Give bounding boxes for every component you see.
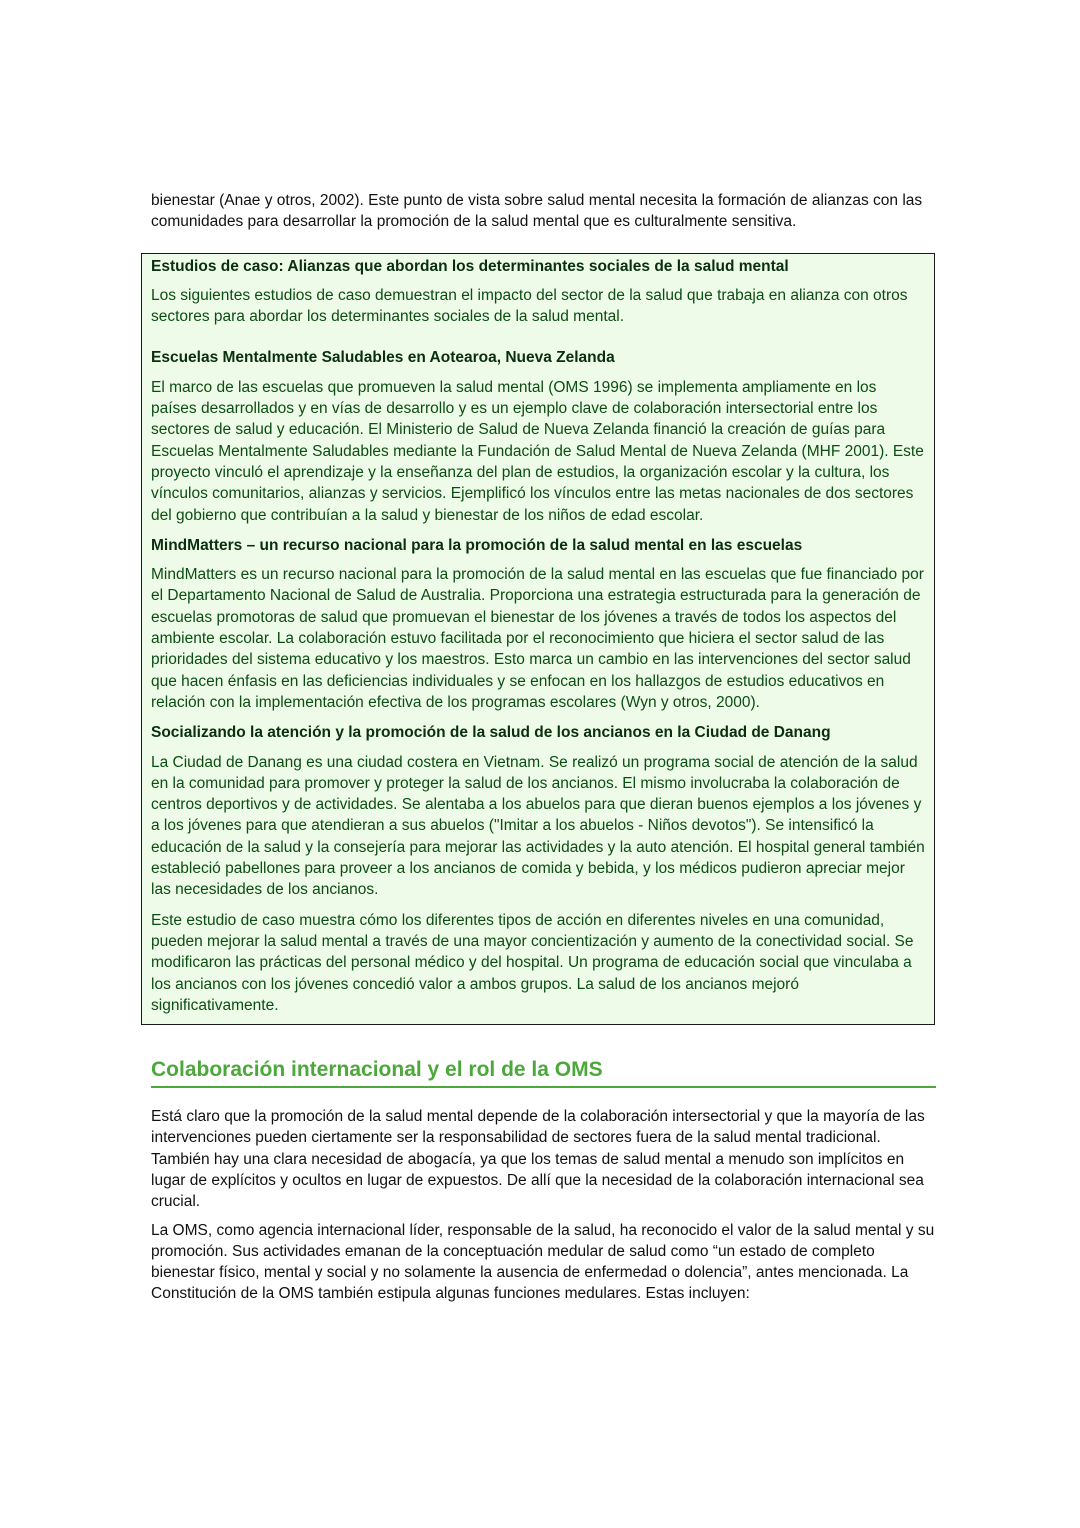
case-text-danang: La Ciudad de Danang es una ciudad costera en Vietnam. Se realizó un programa social de atención de la salud en la comunidad para promover y proteger la salud de los ancianos. El mismo involucraba la colaboración de centros deportivos y de actividades. Se alentaba a los abuelos para que dieran buenos ejemplos a los jóvenes y a los jóvenes para que atendieran a sus abuelos ("Imitar a los abuelos - Niños devotos"). Se intensificó la educación de la salud y la consejería para mejorar las actividades y la auto atención. El hospital general también estableció pabellones para proveer a los ancianos de comida y bebida, y los médicos pudieron apreciar mejor las necesidades de los ancianos. [151, 753, 925, 899]
section-title: Colaboración internacional y el rol de la OMS [151, 1057, 936, 1088]
case-heading-danang: Socializando la atención y la promoción de la salud de los ancianos en la Ciudad de Danang [151, 724, 831, 742]
case-text-nz-schools: El marco de las escuelas que promueven la salud mental (OMS 1996) se implementa ampliamente en los países desarrollados y en vías de desarrollo y es un ejemplo clave de colaboración intersectorial entre los sectores de salud y educación. El Ministerio de Salud de Nueva Zelanda financió la creación de guías para Escuelas Mentalmente Saludables mediante la Fundación de Salud Mental de Nueva Zelanda (MHF 2001). Este proyecto vinculó el aprendizaje y la enseñanza del plan de estudios, la organización escolar y la cultura, los vínculos comunitarios, alianzas y servicios. Ejemplificó los vínculos entre las metas nacionales de dos sectores del gobierno que contribuían a la salud y bienestar de los niños de edad escolar. [151, 378, 924, 524]
case-box-title: Estudios de caso: Alianzas que abordan los determinantes sociales de la salud mental [151, 257, 789, 275]
section-paragraph: La OMS, como agencia internacional líder, responsable de la salud, ha reconocido el valor de la salud mental y su promoción. Sus actividades emanan de la conceptuación medular de salud como “un estado de completo bienestar físico, mental y social y no solamente la ausencia de enfermedad o dolencia”, antes mencionada. La Constitución de la OMS también estipula algunas funciones medulares. Estas incluyen: [151, 1221, 935, 1303]
case-box-intro: Los siguientes estudios de caso demuestran el impacto del sector de la salud que trabaja en alianza con otros sectores para abordar los determinantes sociales de la salud mental. [151, 286, 908, 326]
intro-paragraph: bienestar (Anae y otros, 2002). Este punto de vista sobre salud mental necesita la formación de alianzas con las comunidades para desarrollar la promoción de la salud mental que es culturalmente sensitiva. [151, 192, 923, 231]
case-study-box [141, 253, 935, 1026]
section-paragraph: Está claro que la promoción de la salud mental depende de la colaboración intersectorial y que la mayoría de las intervenciones pueden ciertamente ser la responsabilidad de sectores fuera de la salud mental tradicional. También hay una clara necesidad de abogacía, ya que los temas de salud mental a menudo son implícitos en lugar de explícitos y ocultos en lugar de expuestos. De allí que la necesidad de la colaboración internacional sea crucial. [151, 1108, 925, 1211]
case-box-closing: Este estudio de caso muestra cómo los diferentes tipos de acción en diferentes niveles en una comunidad, pueden mejorar la salud mental a través de una mayor concientización y aumento de la conectividad social. Se modificaron las prácticas del personal médico y del hospital. Un programa de educación social que vinculaba a los ancianos con los jóvenes concedió valor a ambos grupos. La salud de los ancianos mejoró significativamente. [151, 911, 914, 1014]
case-text-mindmatters: MindMatters es un recurso nacional para la promoción de la salud mental en las escuelas que fue financiado por el Departamento Nacional de Salud de Australia. Proporciona una estrategia estructurada para la generación de escuelas promotoras de salud que promuevan el bienestar de los jóvenes a través de todos los aspectos del ambiente escolar. La colaboración estuvo facilitada por el reconocimiento que hiciera el sector salud de las prioridades del sistema educativo y los maestros. Esto marca un cambio en las intervenciones del sector salud que hacen énfasis en las deficiencias individuales y se enfocan en los hallazgos de estudios educativos en relación con la implementación efectiva de los programas escolares (Wyn y otros, 2000). [151, 566, 924, 711]
case-heading-nz-schools: Escuelas Mentalmente Saludables en Aotearoa, Nueva Zelanda [151, 349, 615, 367]
case-heading-mindmatters: MindMatters – un recurso nacional para la promoción de la salud mental en las escuelas [151, 536, 803, 554]
page-content [151, 190, 936, 1312]
